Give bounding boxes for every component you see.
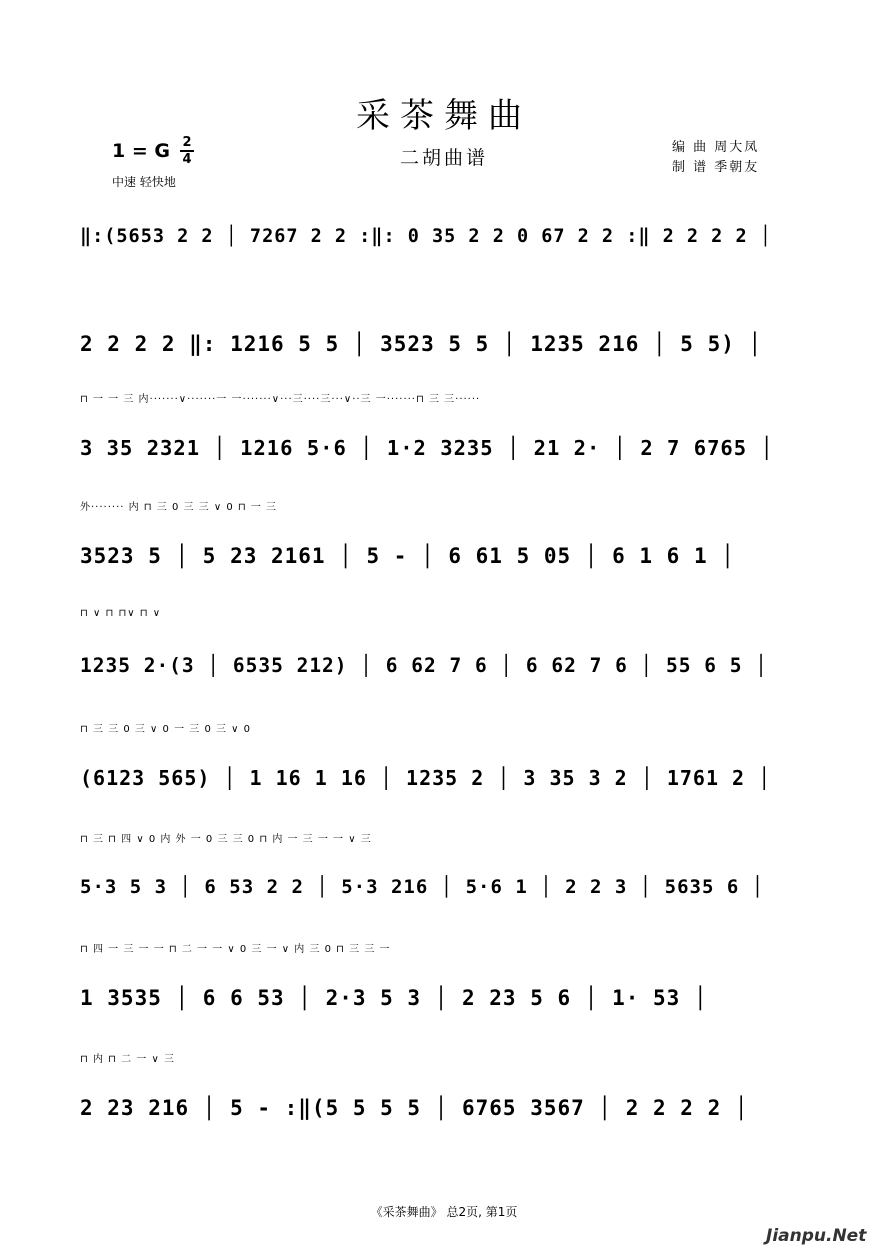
bowing-marks: ⊓ 三 ⊓ 四 ∨ 0 内 外 一 0 三 三 0 ⊓ 内 一 三 一 一 ∨ 三 — [80, 834, 372, 845]
arranger-credit: 编 曲 周大凤 — [672, 140, 760, 155]
score-line-9 — [80, 1054, 780, 1138]
score-line-3 — [80, 394, 780, 478]
score-line-2 — [80, 318, 780, 374]
bowing-marks: ⊓ 四 一 三 一 一 ⊓ 二 一 一 ∨ 0 三 一 ∨ 内 三 0 ⊓ 三 三 一 — [80, 944, 391, 955]
score-line-1 — [80, 212, 780, 268]
bowing-marks: ⊓ 三 三 0 三 ∨ 0 一 三 0 三 ∨ 0 — [80, 724, 252, 735]
time-signature-top: 2 — [182, 135, 192, 150]
score-line-notes: 3 35 2321 │ 1216 5·6 │ 1·2 3235 │ 21 2· │ 2 7 6765 │ — [80, 436, 774, 460]
bowing-marks: ⊓ 一 一 三 内·······∨·······一 一·······∨···三····三···∨··三 一·······⊓ 三 三······ — [80, 394, 481, 405]
transcriber-credit: 制 谱 季朝友 — [672, 160, 760, 175]
score-line-notes: 1 3535 │ 6 6 53 │ 2·3 5 3 │ 2 23 5 6 │ 1· 53 │ — [80, 986, 708, 1010]
score-subtitle: 二胡曲谱 — [399, 147, 488, 169]
score-line-notes: 5·3 5 3 │ 6 53 2 2 │ 5·3 216 │ 5·6 1 │ 2 2 3 │ 5635 6 │ — [80, 876, 765, 898]
score-line-6 — [80, 724, 780, 808]
bowing-marks: ⊓ 内 ⊓ 二 一 ∨ 三 — [80, 1054, 175, 1065]
page-footer: 《采茶舞曲》 总2页, 第1页 — [370, 1205, 518, 1219]
score-line-4 — [80, 502, 780, 586]
score-line-7 — [80, 834, 780, 918]
score-line-5 — [80, 608, 780, 696]
bowing-marks: 外········ 内 ⊓ 三 0 三 三 ∨ 0 ⊓ 一 三 — [80, 502, 278, 513]
time-signature — [180, 135, 194, 167]
site-watermark: Jianpu.Net — [766, 1226, 867, 1246]
bowing-marks: ⊓ ∨ ⊓ ⊓∨ ⊓ ∨ — [80, 608, 162, 619]
score-line-notes: ‖:(5653 2 2 │ 7267 2 2 :‖: 0 35 2 2 0 67 2 2 :‖ 2 2 2 2 │ — [80, 226, 772, 247]
time-signature-bottom: 4 — [182, 152, 192, 167]
key-signature: 1 = G — [112, 140, 170, 162]
score-line-notes: 2 2 2 2 ‖: 1216 5 5 │ 3523 5 5 │ 1235 216 │ 5 5) │ — [80, 332, 763, 356]
score-line-notes: 3523 5 │ 5 23 2161 │ 5 - │ 6 61 5 05 │ 6 1 6 1 │ — [80, 544, 735, 568]
score-title: 采茶舞曲 — [356, 96, 532, 136]
tempo-marking: 中速 轻快地 — [112, 175, 176, 189]
score-line-notes: 2 23 216 │ 5 - :‖(5 5 5 5 │ 6765 3567 │ 2 2 2 2 │ — [80, 1096, 749, 1120]
score-line-8 — [80, 944, 780, 1028]
score-line-notes: 1235 2·(3 │ 6535 212) │ 6 62 7 6 │ 6 62 7 6 │ 55 6 5 │ — [80, 654, 768, 677]
score-line-notes: (6123 565) │ 1 16 1 16 │ 1235 2 │ 3 35 3 2 │ 1761 2 │ — [80, 766, 772, 790]
